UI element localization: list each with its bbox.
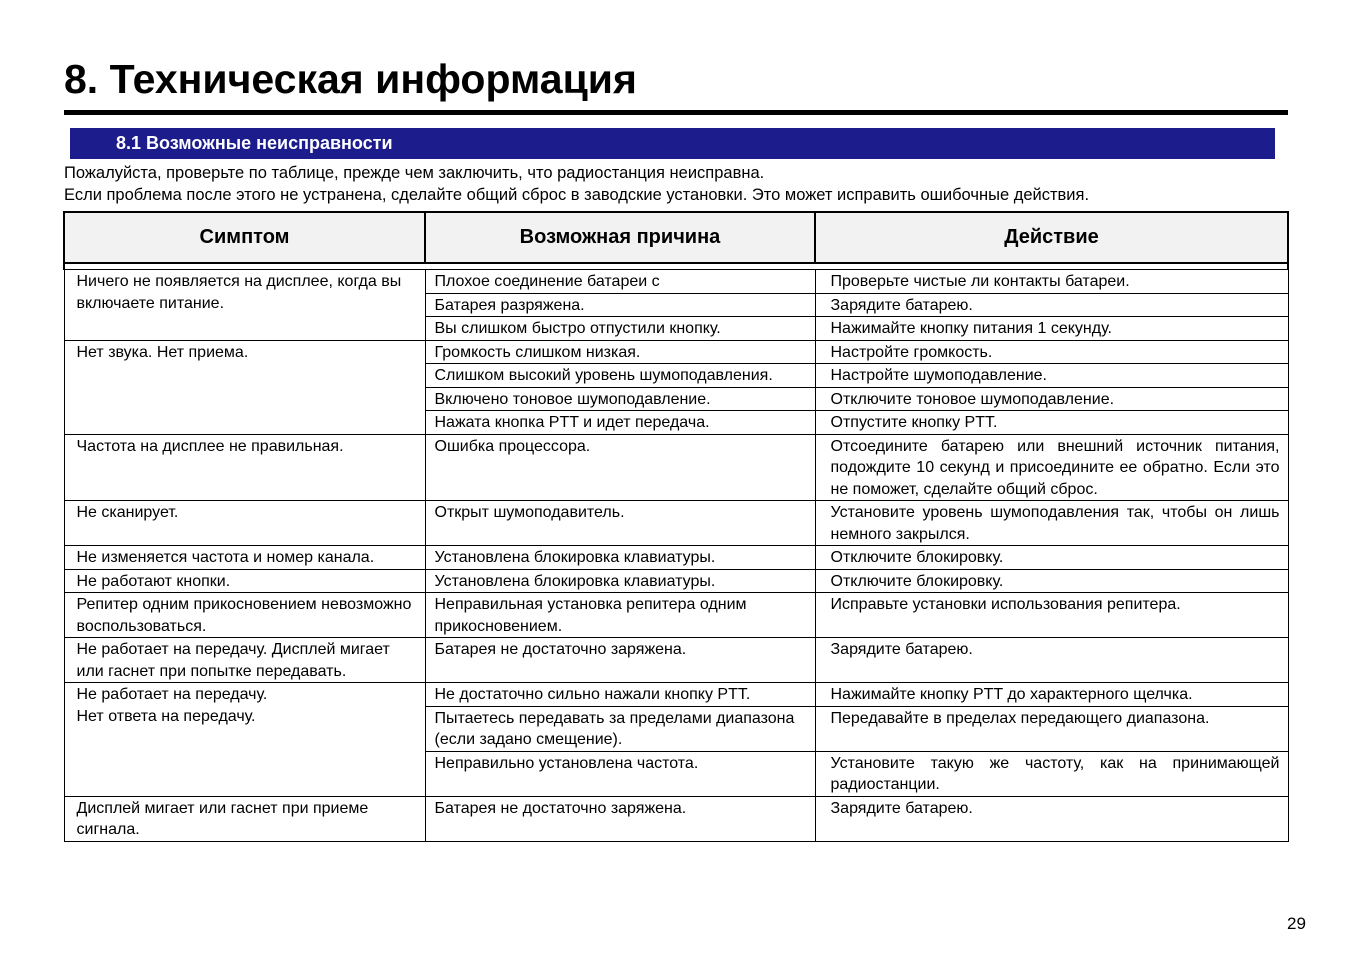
- action-cell: Зарядите батарею.: [815, 293, 1288, 317]
- action-cell: Настройте громкость.: [815, 340, 1288, 364]
- column-header-symptom: Симптом: [64, 212, 425, 263]
- section-heading: 8.1 Возможные неисправности: [70, 128, 1275, 159]
- intro-line: Если проблема после этого не устранена, сделайте общий сброс в заводские установки. Это может исправить ошибочные действия.: [64, 186, 1090, 204]
- table-row: [64, 546, 1288, 570]
- symptom-cell: Не работают кнопки.: [64, 569, 425, 593]
- symptom-cell: Частота на дисплее не правильная.: [64, 434, 425, 501]
- action-cell: Зарядите батарею.: [815, 796, 1288, 841]
- action-cell: Передавайте в пределах передающего диапазона.: [815, 706, 1288, 751]
- table-body: [64, 263, 1288, 841]
- table-row: [64, 796, 1288, 841]
- troubleshooting-table: [63, 211, 1289, 842]
- table-header-row: [64, 212, 1288, 263]
- action-cell: Отключите блокировку.: [815, 569, 1288, 593]
- action-cell: Исправьте установки использования репитера.: [815, 593, 1288, 638]
- symptom-cell: Не работает на передачу. Дисплей мигает или гаснет при попытке передавать.: [64, 638, 425, 683]
- action-cell: Установите уровень шумоподавления так, чтобы он лишь немного закрылся.: [815, 501, 1288, 546]
- table-row: [64, 638, 1288, 683]
- cause-cell: Громкость слишком низкая.: [425, 340, 815, 364]
- cause-cell: Батарея разряжена.: [425, 293, 815, 317]
- action-cell: Проверьте чистые ли контакты батареи.: [815, 270, 1288, 294]
- table-row: [64, 569, 1288, 593]
- table-row: [64, 434, 1288, 501]
- cause-cell: Установлена блокировка клавиатуры.: [425, 546, 815, 570]
- cause-cell: Неправильно установлена частота.: [425, 751, 815, 796]
- cause-cell: Неправильная установка репитера одним прикосновением.: [425, 593, 815, 638]
- column-header-cause: Возможная причина: [425, 212, 815, 263]
- intro-text: [64, 162, 1089, 206]
- table-row: [64, 501, 1288, 546]
- action-cell: Установите такую же частоту, как на принимающей радиостанции.: [815, 751, 1288, 796]
- cause-cell: Плохое соединение батареи с: [425, 270, 815, 294]
- title-rule: [64, 110, 1288, 115]
- action-cell: Нажимайте кнопку питания 1 секунду.: [815, 317, 1288, 341]
- cause-cell: Ошибка процессора.: [425, 434, 815, 501]
- cause-cell: Пытаетесь передавать за пределами диапазона (если задано смещение).: [425, 706, 815, 751]
- intro-line: Пожалуйста, проверьте по таблице, прежде чем заключить, что радиостанция неисправна.: [64, 164, 765, 182]
- symptom-cell: Ничего не появляется на дисплее, когда вы включаете питание.: [64, 270, 425, 341]
- symptom-cell: Не сканирует.: [64, 501, 425, 546]
- symptom-cell: Не работает на передачу. Нет ответа на передачу.: [64, 683, 425, 797]
- page-title: 8. Техническая информация: [64, 56, 637, 102]
- cause-cell: Установлена блокировка клавиатуры.: [425, 569, 815, 593]
- action-cell: Отключите блокировку.: [815, 546, 1288, 570]
- action-cell: Отсоедините батарею или внешний источник питания, подождите 10 секунд и присоедините ее обратно. Если это не поможет, сделайте общий сброс.: [815, 434, 1288, 501]
- cause-cell: Не достаточно сильно нажали кнопку PTT.: [425, 683, 815, 707]
- column-header-action: Действие: [815, 212, 1288, 263]
- action-cell: Нажимайте кнопку PTT до характерного щелчка.: [815, 683, 1288, 707]
- table-row: [64, 340, 1288, 364]
- symptom-cell: Не изменяется частота и номер канала.: [64, 546, 425, 570]
- action-cell: Отпустите кнопку PTT.: [815, 411, 1288, 435]
- cause-cell: Батарея не достаточно заряжена.: [425, 796, 815, 841]
- action-cell: Отключите тоновое шумоподавление.: [815, 387, 1288, 411]
- cause-cell: Открыт шумоподавитель.: [425, 501, 815, 546]
- symptom-cell: Нет звука. Нет приема.: [64, 340, 425, 434]
- table-row: [64, 593, 1288, 638]
- symptom-cell: Репитер одним прикосновением невозможно воспользоваться.: [64, 593, 425, 638]
- page-number: 29: [1287, 914, 1306, 933]
- cause-cell: Слишком высокий уровень шумоподавления.: [425, 364, 815, 388]
- cause-cell: Вы слишком быстро отпустили кнопку.: [425, 317, 815, 341]
- table-row: [64, 683, 1288, 707]
- cause-cell: Включено тоновое шумоподавление.: [425, 387, 815, 411]
- action-cell: Зарядите батарею.: [815, 638, 1288, 683]
- cause-cell: Нажата кнопка PTT и идет передача.: [425, 411, 815, 435]
- cause-cell: Батарея не достаточно заряжена.: [425, 638, 815, 683]
- action-cell: Настройте шумоподавление.: [815, 364, 1288, 388]
- table-row: [64, 270, 1288, 294]
- symptom-cell: Дисплей мигает или гаснет при приеме сигнала.: [64, 796, 425, 841]
